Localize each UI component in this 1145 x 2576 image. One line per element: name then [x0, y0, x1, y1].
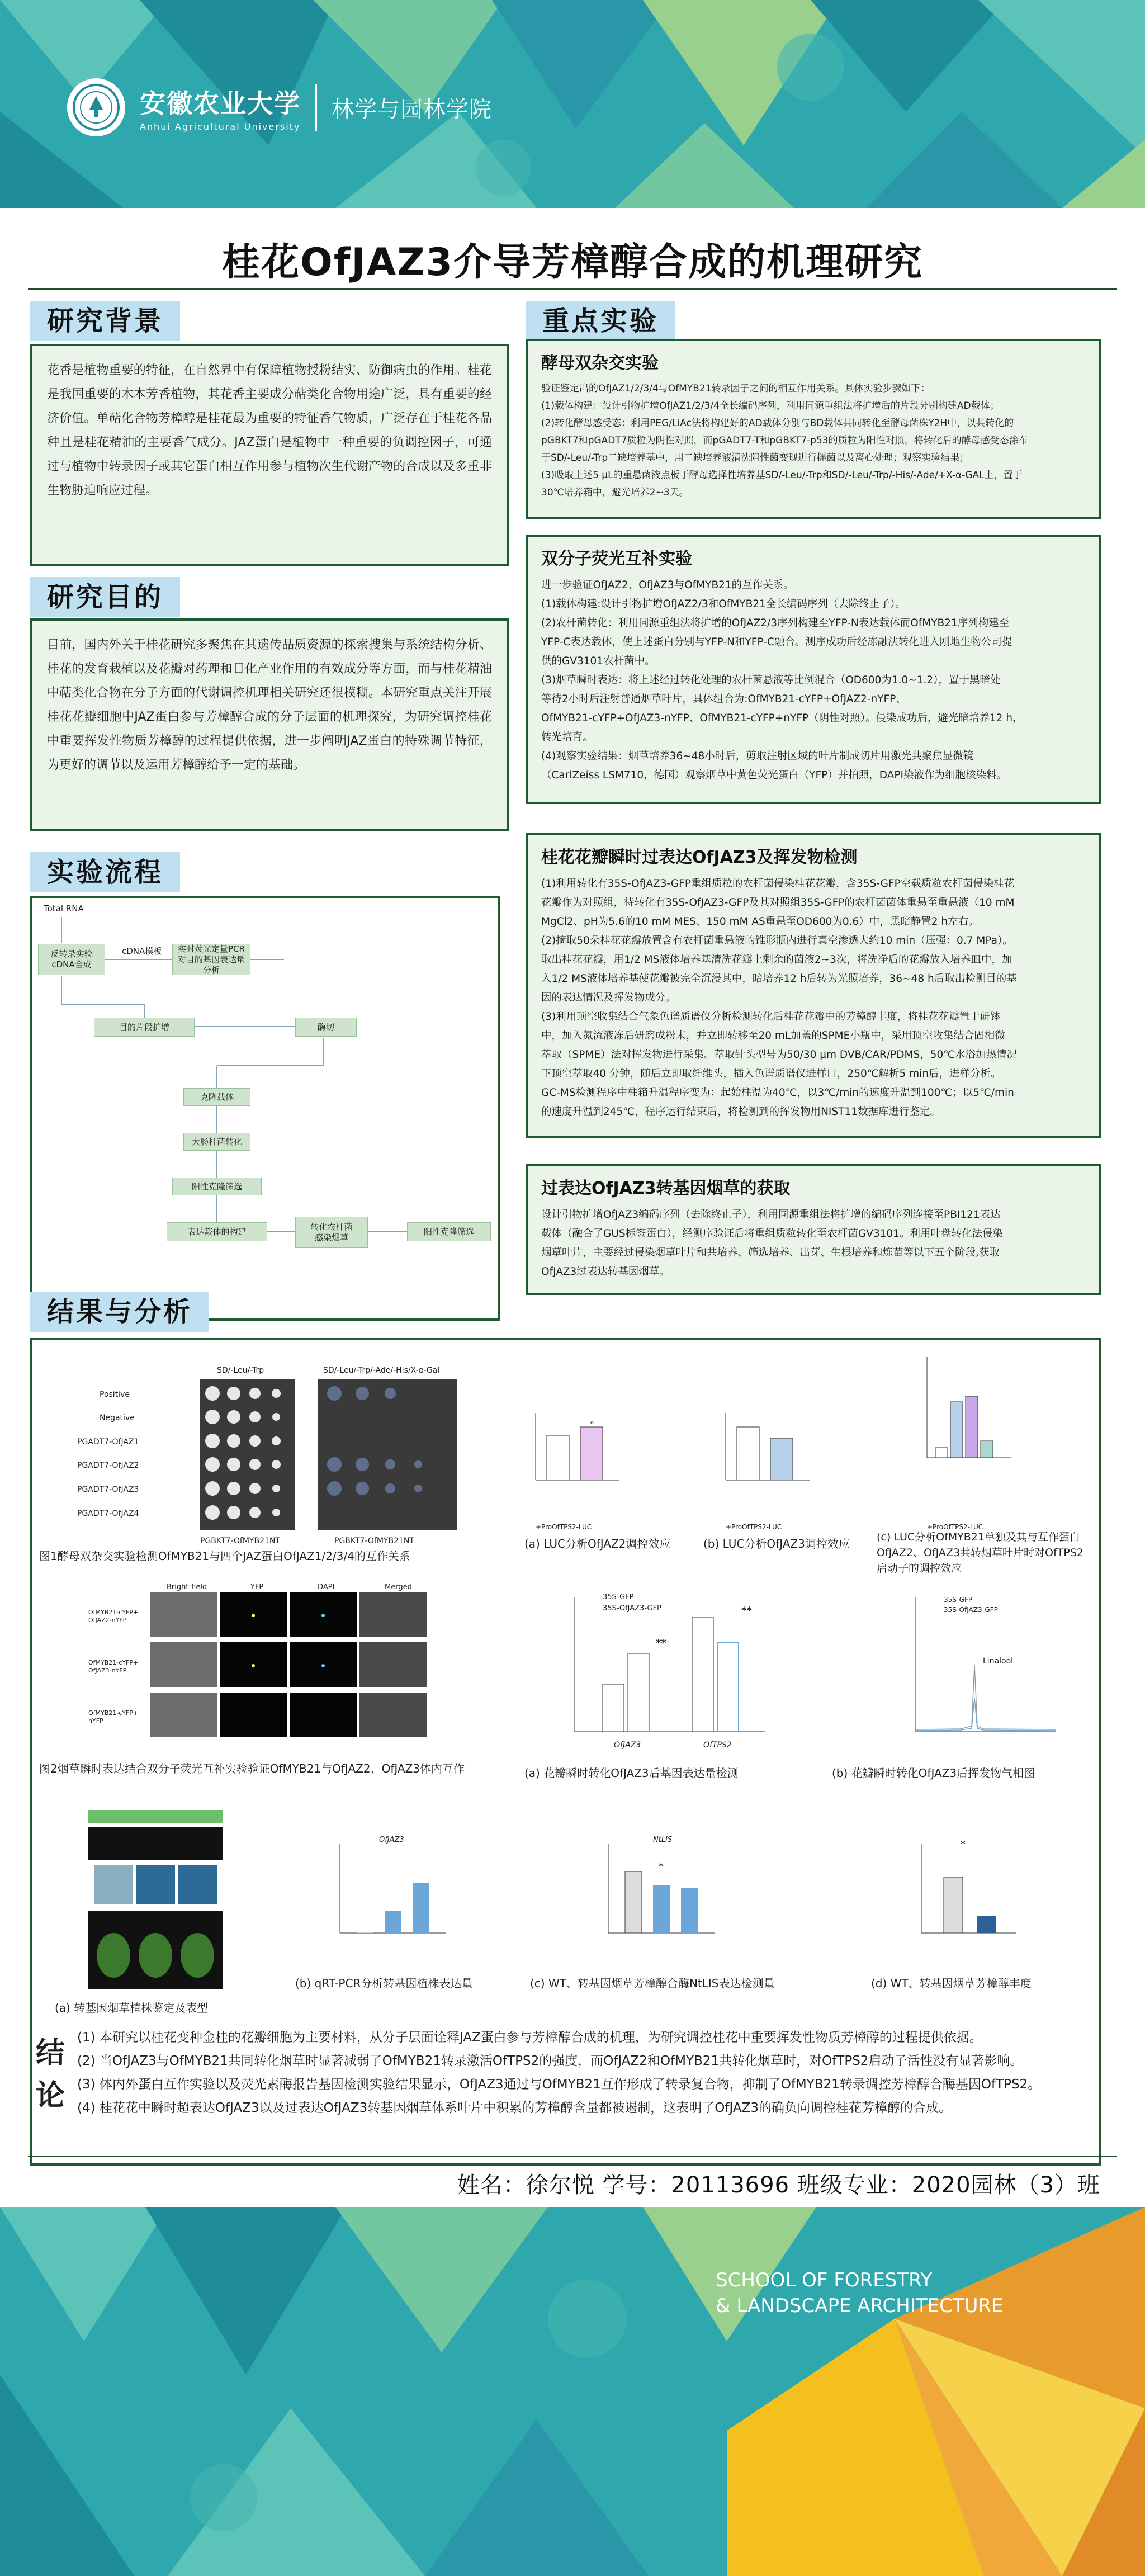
y2h-line: 30℃培养箱中，避光培养2~3天。: [541, 487, 689, 498]
background-box: [30, 344, 509, 566]
luc-chart-a: [519, 1407, 625, 1530]
fig1-caption: 图1酵母双杂交实验检测OfMYB21与四个JAZ蛋白OfJAZ1/2/3/4的互作关系: [39, 1549, 410, 1563]
expr-legend-2: 35S-OfJAZ3-GFP: [603, 1604, 661, 1613]
expr-x-label: OfTPS2: [703, 1741, 732, 1750]
transgenic-line: 设计引物扩增OfJAZ3编码序列（去除终止子），利用同源重组法将扩增的编码序列连接至PBI121表达: [541, 1209, 1001, 1221]
flow-node-qpcr: 实时荧光定量PCR 对目的基因表达量分析: [172, 944, 250, 975]
university-seal-icon: [67, 78, 125, 136]
bottom-banner: [0, 2207, 1145, 2576]
y2h-row-label: Negative: [100, 1414, 135, 1422]
transgenic-line: 载体（融合了GUS标签蛋白），经测序验证后将重组质粒转化至农杆菌GV3101。利用叶盘转化法侵染: [541, 1228, 1003, 1240]
conclusion-line: [28, 2156, 1117, 2157]
ntlis-sig: *: [659, 1861, 664, 1873]
purpose-box: [30, 618, 509, 831]
cdna-label: cDNA模板: [122, 946, 162, 956]
student-signature: 姓名：徐尔悦 学号：20113696 班级专业：2020园林（3）班: [457, 2172, 1100, 2198]
footer-line-2: & LANDSCAPE ARCHITECTURE: [716, 2295, 1004, 2317]
transient-line: 取出桂花花瓣，用1/2 MS液体培养基清洗花瓣上剩余的菌液2~3次，将洗净后的花瓣放入培养皿中，加: [541, 954, 1012, 966]
bifc-line: OfMYB21-cYFP+OfJAZ3-nYFP、OfMYB21-cYFP+nYFP（阴性对照）。侵染成功后，避光暗培养12 h，: [541, 712, 1023, 724]
logo-block: [67, 78, 492, 136]
transgenic-line: 烟草叶片，主要经过侵染烟草叶片和共培养、筛选培养、出芽、生根培养和炼苗等以下五个阶段,获取: [541, 1247, 1000, 1259]
y2h-row-label: PGADT7-OfJAZ1: [77, 1438, 139, 1447]
purpose-heading: 研究目的: [30, 577, 180, 617]
qpcr-chart: [318, 1832, 452, 1961]
conclusion-item: (3) 体内外蛋白互作实验以及荧光素酶报告基因检测实验结果显示，OfJAZ3通过与OfMYB21互作形成了转录复合物，抑制了OfMYB21转录调控芳樟醇合酶基因OfTPS2。: [77, 2077, 1041, 2092]
footer-line-1: SCHOOL OF FORESTRY: [716, 2269, 933, 2291]
conclusion-item: (2) 当OfJAZ3与OfMYB21共同转化烟草时显著减弱了OfMYB21转录激活OfTPS2的强度，而OfJAZ2和OfMYB21共转化烟草时，对OfTPS2启动子活性没有显著影响。: [77, 2054, 1023, 2068]
y2h-bottom-right: PGBKT7-OfMYB21NT: [334, 1537, 414, 1545]
conclusion-item: (1) 本研究以桂花变种金桂的花瓣细胞为主要材料，从分子层面诠释JAZ蛋白参与芳樟醇合成的机理，为研究调控桂花中重要挥发性物质芳樟醇的过程提供依据。: [77, 2030, 982, 2045]
flow-node-digest: 酶切: [295, 1018, 357, 1037]
bifc-col-label: YFP: [250, 1583, 264, 1591]
expr-sig-2: **: [741, 1605, 752, 1617]
luc-a-xlabel: +ProOfTPS2-LUC: [536, 1523, 592, 1531]
bifc-line: 转光培育。: [541, 731, 593, 743]
expr-caption: (a) 花瓣瞬时转化OfJAZ3后基因表达量检测: [524, 1766, 739, 1780]
qpcr-title: OfJAZ3: [379, 1836, 404, 1844]
flow-node-amplify: 目的片段扩增: [94, 1018, 195, 1037]
transgenic-title: 过表达OfJAZ3转基因烟草的获取: [541, 1179, 791, 1198]
bifc-line: (2)农杆菌转化：利用同源重组法将扩增的OfJAZ2/3序列构建至YFP-N表达载体而OfMYB21序列构建至: [541, 617, 1010, 629]
y2h-row-label: PGADT7-OfJAZ2: [77, 1461, 139, 1470]
flow-node-vector: 表达载体的构建: [167, 1222, 267, 1241]
bifc-col-label: Merged: [385, 1583, 412, 1591]
bifc-line: (3)烟草瞬时表达：将上述经过转化处理的农杆菌悬液等比例混合（OD600为1.0~1.2），置于黑暗处: [541, 674, 1001, 686]
university-name-en: Anhui Agricultural University: [140, 121, 301, 132]
gc-peak-label: Linalool: [983, 1657, 1014, 1666]
bifc-title: 双分子荧光互补实验: [541, 549, 692, 569]
bifc-line: (4)观察实验结果：烟草培养36~48小时后，剪取注射区域的叶片制成切片用激光共聚焦显微镜: [541, 750, 974, 762]
poster-title: 桂花OfJAZ3介导芳樟醇合成的机理研究: [222, 240, 923, 285]
luc-b-caption: (b) LUC分析OfJAZ3调控效应: [703, 1537, 850, 1551]
bifc-line: YFP-C表达载体，使上述蛋白分别与YFP-N和YFP-C融合。测序成功后经冻融法转化进入刚地生物公司提: [541, 636, 1012, 648]
bifc-line: (1)载体构建:设计引物扩增OfJAZ2/3和OfMYB21全长编码序列（去除终止子）。: [541, 598, 906, 610]
luc-b-xlabel: +ProOfTPS2-LUC: [726, 1523, 782, 1531]
bifc-row-label: OfMYB21-cYFP+ OfJAZ2-nYFP: [88, 1609, 139, 1624]
tobacco-caption: (a) 转基因烟草植株鉴定及表型: [55, 2001, 209, 2015]
transient-line: (1)利用转化有35S-OfJAZ3-GFP重组质粒的农杆菌侵染桂花花瓣，含35S-GFP空载质粒农杆菌侵染桂花: [541, 878, 1015, 890]
flow-node-rt: 反转录实验 cDNA合成: [38, 944, 105, 975]
footer-school-name: [716, 2267, 1004, 2319]
conclusion-char: 结: [36, 2036, 65, 2070]
y2h-box: [526, 339, 1101, 519]
bifc-col-label: Bright-field: [167, 1583, 207, 1591]
y2h-title: 酵母双杂交实验: [541, 353, 659, 373]
y2h-line: (3)吸取上述5 μL的重悬菌液点板于酵母选择性培养基SD/-Leu/-Trp和SD/-Leu/-Trp/-His/-Ade/+X-α-GAL上，置于: [541, 470, 1023, 481]
expr-sig-1: **: [656, 1637, 666, 1649]
flow-heading: 实验流程: [30, 852, 180, 892]
background-text: 花香是植物重要的特征，在自然界中有保障植物授粉结实、防御病虫的作用。桂花是我国重要的木本芳香植物，其花香主要成分萜类化合物用途广泛，具有重要的经济价值。单萜化合物芳樟醇是桂花最为重要的特征香气物质，广泛存在于桂花各品种且是桂花精油的主要香气成分。JAZ蛋白是植物中一种重要的负调控因子，可通过与植物中转录因子或其它蛋白相互作用参与植物次生代谢产物的合成以及多重非生物胁迫响应过程。: [47, 363, 492, 498]
bifc-line: 等待2小时后注射普通烟草叶片，具体组合为:OfMYB21-cYFP+OfJAZ2-nYFP、: [541, 693, 906, 705]
key-heading: 重点实验: [526, 301, 675, 341]
results-heading: 结果与分析: [30, 1292, 209, 1332]
y2h-header-right: SD/-Leu/-Trp/-Ade/-His/X-α-Gal: [323, 1366, 440, 1375]
transient-line: (2)摘取50朵桂花花瓣放置含有农杆菌重悬液的锥形瓶内进行真空渗透大约10 min（压强：0.7 MPa）。: [541, 935, 1013, 947]
flow-node-screen2: 阳性克隆筛选: [407, 1222, 491, 1241]
expr-legend-1: 35S-GFP: [603, 1593, 634, 1601]
transgenic-box: [526, 1164, 1101, 1295]
bifc-line: 进一步验证OfJAZ2、OfJAZ3与OfMYB21的互作关系。: [541, 579, 794, 591]
transient-title: 桂花花瓣瞬时过表达OfJAZ3及挥发物检测: [541, 848, 858, 867]
conclusion-char: 论: [36, 2078, 65, 2112]
footer-pattern: [0, 2207, 1145, 2576]
flow-diagram: [30, 896, 500, 1321]
flow-node-agro: 转化农杆菌 感染烟草: [295, 1217, 368, 1248]
transient-line: 萃取（SPME）法对挥发物进行采集。萃取针头型号为50/30 μm DVB/CAR/PDMS，50℃水浴加热情况: [541, 1049, 1018, 1061]
gc-legend-2: 35S-OfJAZ3-GFP: [944, 1606, 998, 1614]
luc-c-xlabel: +ProOfTPS2-LUC: [927, 1523, 983, 1531]
y2h-line: 于SD/-Leu/-Trp二缺培养基中，用二缺培养液清洗阻性菌变现进行摇菌以及离心处理；观察实验结果；: [541, 452, 969, 464]
y2h-line: (1)载体构建：设计引物扩增OfJAZ1/2/3/4全长编码序列，利用同源重组法将扩增后的片段分别构建AD载体；: [541, 400, 1000, 412]
flow-node-ecoli: 大肠杆菌转化: [183, 1133, 250, 1151]
transgenic-line: OfJAZ3过表达转基因烟草。: [541, 1266, 670, 1278]
y2h-line: (2)转化酵母感受态：利用PEG/LiAc法将构建好的AD载体分别与BD载体共同转化至酵母菌株Y2H中，以共转化的: [541, 418, 1014, 429]
abundance-sig: *: [961, 1838, 966, 1850]
conclusion-item: (4) 桂花花中瞬时超表达OfJAZ3以及过表达OfJAZ3转基因烟草体系叶片中积累的芳樟醇含量都被遏制，这表明了OfJAZ3的确负向调控桂花芳樟醇的合成。: [77, 2101, 952, 2115]
transient-line: 中，加入氮流液冻后研磨成粉末，并立即转移至20 mL加盖的SPME小瓶中，采用顶空收集结合固相微: [541, 1030, 1005, 1042]
top-banner: [0, 0, 1145, 208]
university-name: 安徽农业大学: [140, 88, 301, 119]
bifc-line: （CarlZeiss LSM710，德国）观察烟草中黄色荧光蛋白（YFP）并拍照，DAPI染液作为细胞核染料。: [541, 769, 1007, 781]
transient-line: 入1/2 MS液体培养基使花瓣被完全沉浸其中，暗培养12 h后转为光照培养，36~48 h后取出检测目的基: [541, 973, 1017, 985]
transient-line: 的速度升温到245℃，程序运行结束后，将检测到的挥发物用NIST11数据库进行鉴定。: [541, 1106, 940, 1118]
gc-legend-1: 35S-GFP: [944, 1596, 973, 1604]
title-underline: [28, 288, 1117, 290]
bifc-row-label: OfMYB21-cYFP+ nYFP: [88, 1709, 139, 1724]
logo-divider: [315, 84, 317, 131]
y2h-row-label: PGADT7-OfJAZ4: [77, 1509, 139, 1518]
transient-line: MgCl2、pH为5.6的10 mM MES、150 mM AS重悬至OD600为0.6）中，黑暗静置2 h左右。: [541, 916, 979, 928]
y2h-row-label: PGADT7-OfJAZ3: [77, 1485, 139, 1494]
transient-line: (3)利用顶空收集结合气象色谱质谱仪分析检测转化后桂花花瓣中的芳樟醇丰度，将桂花花瓣置于研钵: [541, 1011, 1001, 1023]
ntlis-caption: (c) WT、转基因烟草芳樟醇合酶NtLIS表达检测量: [530, 1977, 775, 1990]
ntlis-chart: [586, 1832, 720, 1961]
transient-line: GC-MS检测程序中柱箱升温程序变为：起始柱温为40℃，以3℃/min的速度升温到100℃；以5℃/min: [541, 1087, 1014, 1099]
luc-chart-b: [709, 1407, 815, 1530]
transient-box: [526, 833, 1101, 1138]
svg-text:a: a: [590, 1420, 594, 1426]
flow-node-screen1: 阳性克隆筛选: [172, 1178, 262, 1195]
luc-a-caption: (a) LUC分析OfJAZ2调控效应: [524, 1537, 671, 1551]
bifc-line: 供的GV3101农杆菌中。: [541, 655, 655, 667]
luc-chart-c: [910, 1351, 1016, 1519]
flow-node-clone: 克隆载体: [183, 1088, 250, 1106]
background-heading: 研究背景: [30, 301, 180, 341]
purpose-text: 目前，国内外关于桂花研究多聚焦在其遗传品质资源的探索搜集与系统结构分析、桂花的发育栽植以及花瓣对药理和日化产业作用的有效成分等方面，而与桂花精油中萜类化合物在分子方面的代谢调控机理相关研究还很模糊。本研究重点关注开展桂花花瓣细胞中JAZ蛋白参与芳樟醇合成的分子层面的机理探究，为研究调控桂花中重要挥发性物质芳樟醇的过程提供依据，进一步阐明JAZ蛋白的特殊调节特征，为更好的调节以及运用芳樟醇给予一定的基础。: [47, 638, 492, 772]
bifc-row-label: OfMYB21-cYFP+ OfJAZ3-nYFP: [88, 1659, 139, 1674]
y2h-line: 验证鉴定出的OfJAZ1/2/3/4与OfMYB21转录因子之间的相互作用关系。具体实验步骤如下：: [541, 383, 930, 394]
luc-c-caption: (c) LUC分析OfMYB21单独及其与互作蛋白OfJAZ2、OfJAZ3共转烟草叶片时对OfTPS2启动子的调控效应: [877, 1531, 1084, 1575]
expr-x-label: OfJAZ3: [614, 1741, 641, 1750]
y2h-line: pGBKT7和pGADT7质粒为阴性对照，而pGADT7-T和pGBKT7-p53的质粒为阳性对照，将转化后的酵母感受态涂布: [541, 435, 1028, 446]
fig2-caption: 图2烟草瞬时表达结合双分子荧光互补实验验证OfMYB21与OfJAZ2、OfJAZ3体内互作: [39, 1762, 465, 1775]
y2h-header-left: SD/-Leu/-Trp: [217, 1366, 264, 1375]
transient-line: 下顶空萃取40 分钟，随后立即取纤维头，插入色谱质谱仪进样口，250℃解析5 min后，进样分析。: [541, 1068, 1001, 1080]
ntlis-title: NtLIS: [653, 1836, 673, 1844]
qpcr-caption: (b) qRT-PCR分析转基因植株表达量: [295, 1977, 473, 1990]
department-name: 林学与园林学院: [332, 96, 492, 122]
gc-caption: (b) 花瓣瞬时转化OfJAZ3后挥发物气相图: [832, 1766, 1035, 1780]
total-rna-label: Total RNA: [44, 904, 84, 914]
tobacco-figure: [83, 1804, 228, 1994]
bifc-box: [526, 535, 1101, 804]
bifc-micrograph-figure: [144, 1581, 435, 1743]
bifc-col-label: DAPI: [318, 1583, 335, 1591]
transient-line: 因的表达情况及挥发物成分。: [541, 992, 676, 1004]
abundance-caption: (d) WT、转基因烟草芳樟醇丰度: [871, 1977, 1032, 1990]
transient-line: 花瓣作为对照组，待转化有35S-OfJAZ3-GFP及其对照组35S-GFP的农杆菌菌体重悬至重悬液（10 mM: [541, 897, 1015, 909]
y2h-row-label: Positive: [100, 1390, 130, 1399]
y2h-bottom-left: PGBKT7-OfMYB21NT: [200, 1537, 280, 1545]
